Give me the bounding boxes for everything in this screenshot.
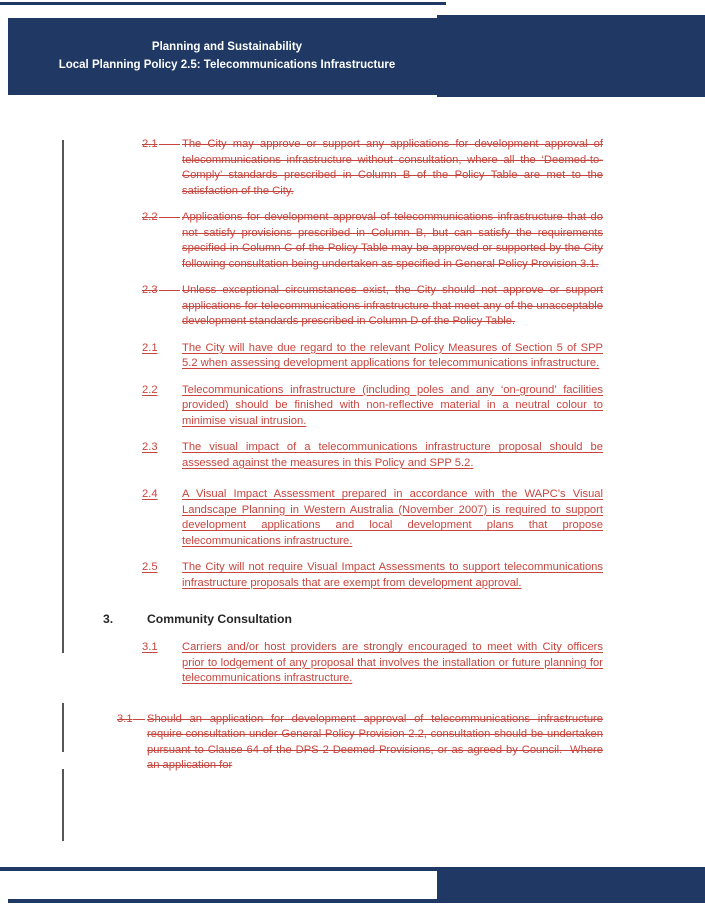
clause-number: 3.1: [117, 712, 133, 728]
change-bar: [62, 769, 64, 841]
clause-2.3-inserted: [142, 440, 603, 471]
clause-number: 2.3: [142, 441, 158, 453]
clause-text: Applications for development approval of telecommunications infrastructure that do not satisfy provisions prescribed in Column B, but can satisfy the requirements specified in Column C of the Policy Table may be approved or supported by the City following consultation being undertaken as specified in General Policy Provision 3.1.: [182, 211, 603, 270]
clause-2.2-inserted: [142, 383, 603, 430]
clause-2.2-deleted: [142, 210, 603, 272]
clause-2.1-deleted: [142, 137, 603, 199]
clause-text: Should an application for development approval of telecommunications infrastructure require consultation under General Policy Provision 2.2, consultation should be undertaken pursuant to Clause 64 of the DPS 2 Deemed Provisions, or as agreed by Council. Where an application for: [147, 712, 603, 771]
clause-2.4-inserted: [142, 487, 603, 549]
section-heading: [103, 611, 603, 627]
change-bar: [62, 703, 64, 752]
header-department: Planning and Sustainability: [151, 41, 303, 53]
clause-3.1-deleted: [117, 712, 603, 774]
header-bar: [8, 18, 446, 95]
change-bar: [62, 140, 64, 653]
clause-number: 3.1: [142, 641, 158, 653]
clause-2.1-inserted: [142, 341, 603, 372]
clause-text: A Visual Impact Assessment prepared in accordance with the WAPC’s Visual Landscape Planning in Western Australia (November 2007) is required to support development applications and local development plans that propose telecommunications infrastructure.: [182, 488, 603, 547]
clause-text: The visual impact of a telecommunications infrastructure proposal should be assessed against the measures in this Policy and SPP 5.2.: [182, 441, 603, 469]
header-top-rule: [0, 2, 446, 5]
footer-block: [437, 867, 705, 903]
clause-text: Unless exceptional circumstances exist, the City should not approve or support applications for telecommunications infrastructure that meet any of the unacceptable development standards prescribed in Column D of the Policy Table.: [182, 284, 603, 327]
clause-number: 2.2: [142, 383, 158, 396]
clause-text: The City will have due regard to the relevant Policy Measures of Section 5 of SPP 5.2 when assessing development applications for telecommunications infrastructure.: [182, 341, 603, 369]
header-logo-frame: [437, 15, 705, 97]
footer-left-rule: [8, 899, 437, 903]
clause-2.5-inserted: [142, 560, 603, 591]
clause-number: 2.1: [142, 137, 158, 153]
clause-number: 2.1: [142, 341, 158, 354]
clause-number: 2.3: [142, 283, 158, 299]
section-number: 3.: [103, 612, 114, 626]
clause-number: 2.2: [142, 210, 158, 226]
clause-text: Telecommunications infrastructure (including poles and any ‘on-ground’ facilities provided) should be finished with non-reflective material in a neutral colour to minimise visual intrusion.: [182, 383, 603, 427]
policy-body: [103, 137, 603, 785]
header-policy-title: Local Planning Policy 2.5: Telecommunications Infrastructure: [58, 58, 396, 71]
clause-2.3-deleted: [142, 283, 603, 330]
clause-text: The City may approve or support any applications for development approval of telecommunications infrastructure without consultation, where all the ‘Deemed-to-Comply’ standards prescribed in Column B of the Policy Table are met to the satisfaction of the City.: [182, 138, 603, 197]
clause-text: The City will not require Visual Impact Assessments to support telecommunications infrastructure proposals that are exempt from development approval.: [182, 561, 603, 589]
section-title: Community Consultation: [147, 612, 292, 626]
clause-text: Carriers and/or host providers are strongly encouraged to meet with City officers prior to lodgement of any proposal that involves the installation or future planning for telecommunications infrastructure.: [182, 641, 603, 684]
clause-number: 2.4: [142, 488, 158, 500]
clause-3.1-inserted: [142, 640, 603, 687]
clause-number: 2.5: [142, 561, 158, 573]
